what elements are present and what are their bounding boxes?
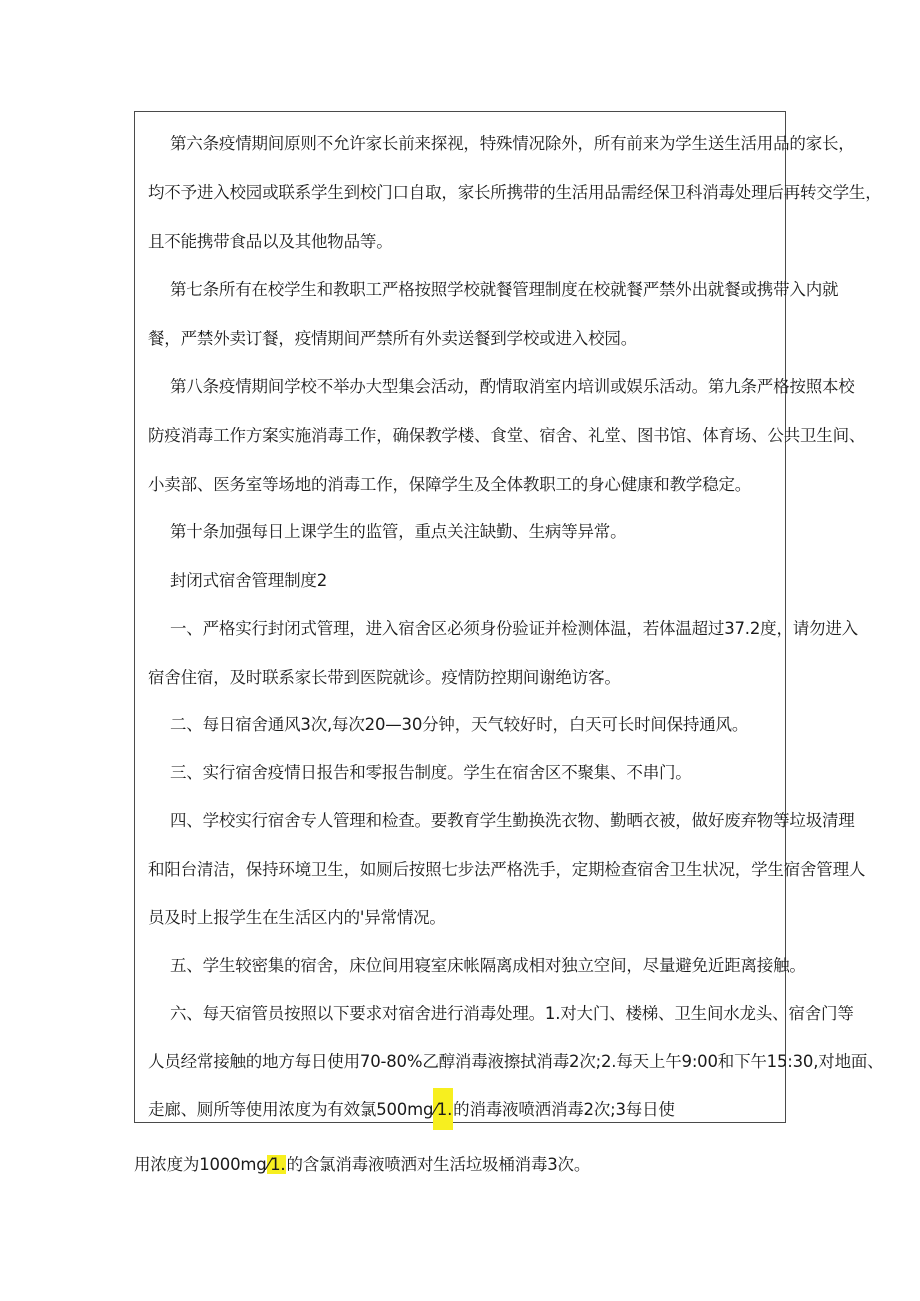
p6-line-2: 均不予进入校园或联系学生到校门口自取，家长所携带的生活用品需经保卫科消毒处理后再转交学生， — [148, 183, 882, 202]
s6-line-3 — [148, 1098, 675, 1122]
p6-line-1: 第六条疫情期间原则不允许家长前来探视，特殊情况除外，所有前来为学生送生活用品的家长， — [170, 134, 855, 153]
outside-line — [134, 1153, 590, 1177]
s6-line-3-text: 走廊、厕所等使用浓度为有效氯500mg — [148, 1100, 434, 1119]
s6-line-2: 人员经常接触的地方每日使用70-80%乙醇消毒液擦拭消毒2次;2.每天上午9:00和下午15:30,对地面、 — [148, 1052, 884, 1071]
p8-line-2: 防疫消毒工作方案实施消毒工作，确保教学楼、食堂、宿舍、礼堂、图书馆、体育场、公共卫生间、 — [148, 426, 866, 445]
s4-line-1: 四、学校实行宿舍专人管理和检查。要教育学生勤换洗衣物、勤晒衣被，做好废弃物等垃圾清理 — [170, 811, 855, 830]
s4-line-2: 和阳台清洁，保持环境卫生，如厕后按照七步法严格洗手，定期检查宿舍卫生状况，学生宿舍管理人 — [148, 860, 866, 879]
s6-line-3-tail: 的消毒液喷洒消毒2次;3每日使 — [453, 1100, 675, 1119]
p8-line-3: 小卖部、医务室等场地的消毒工作，保障学生及全体教职工的身心健康和教学稳定。 — [148, 475, 752, 494]
p8-line-1: 第八条疫情期间学校不举办大型集会活动，酌情取消室内培训或娱乐活动。第九条严格按照本校 — [170, 377, 855, 396]
highlight-mark: ⁄1. — [433, 1088, 453, 1130]
outside-line-tail: 的含氯消毒液喷洒对生活垃圾桶消毒3次。 — [286, 1155, 591, 1174]
s6-line-1: 六、每天宿管员按照以下要求对宿舍进行消毒处理。1.对大门、楼梯、卫生间水龙头、宿舍门等 — [170, 1004, 854, 1023]
p7-line-1: 第七条所有在校学生和教职工严格按照学校就餐管理制度在校就餐严禁外出就餐或携带入内就 — [170, 280, 839, 299]
s1-line-1: 一、严格实行封闭式管理，进入宿舍区必须身份验证并检测体温，若体温超过37.2度，请勿进入 — [170, 619, 858, 638]
s4-line-3: 员及时上报学生在生活区内的'异常情况。 — [148, 908, 446, 927]
p7-line-2: 餐，严禁外卖订餐，疫情期间严禁所有外卖送餐到学校或进入校园。 — [148, 329, 638, 348]
s1-line-2: 宿舍住宿，及时联系家长带到医院就诊。疫情防控期间谢绝访客。 — [148, 668, 621, 687]
s5-line-1: 五、学生较密集的宿舍，床位间用寝室床帐隔离成相对独立空间，尽量避免近距离接触。 — [170, 956, 806, 975]
p6-line-3: 且不能携带食品以及其他物品等。 — [148, 232, 393, 251]
section-title: 封闭式宿舍管理制度2 — [170, 571, 327, 590]
highlight-mark-2: ⁄1. — [267, 1155, 286, 1174]
s2-line-1: 二、每日宿舍通风3次,每次20—30分钟，天气较好时，白天可长时间保持通风。 — [170, 715, 749, 734]
s3-line-1: 三、实行宿舍疫情日报告和零报告制度。学生在宿舍区不聚集、不串门。 — [170, 763, 692, 782]
p10-line-1: 第十条加强每日上课学生的监管，重点关注缺勤、生病等异常。 — [170, 522, 627, 541]
outside-line-text: 用浓度为1000mg — [134, 1155, 267, 1174]
